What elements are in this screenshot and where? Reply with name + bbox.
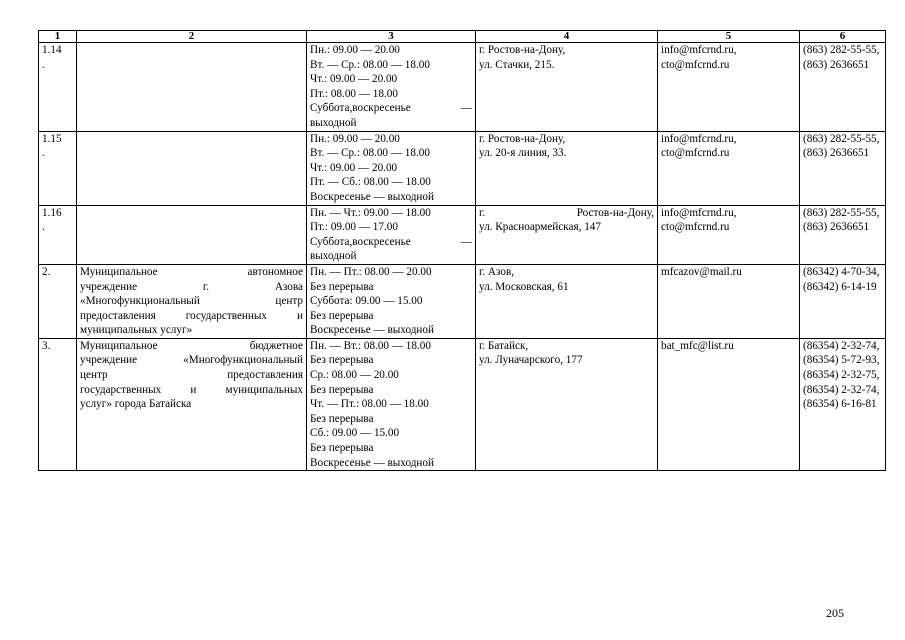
table-row bbox=[39, 338, 886, 470]
cell-phone bbox=[800, 205, 886, 264]
cell-organization-line: «Многофункциональный центр bbox=[80, 295, 303, 308]
header-col-3: 3 bbox=[307, 31, 476, 43]
cell-organization bbox=[77, 131, 307, 205]
cell-address-line: г. Ростов-на-Дону, bbox=[479, 132, 566, 145]
cell-hours bbox=[307, 264, 476, 338]
cell-hours-line: Без перерыва bbox=[310, 442, 374, 455]
cell-address bbox=[476, 205, 658, 264]
cell-organization bbox=[77, 205, 307, 264]
cell-phone bbox=[800, 43, 886, 132]
cell-organization-line: услуг» города Батайска bbox=[80, 398, 192, 411]
header-col-5: 5 bbox=[658, 31, 800, 43]
cell-organization bbox=[77, 338, 307, 470]
cell-number-line: 1.14 bbox=[42, 44, 62, 56]
cell-organization-line: Муниципальное автономное bbox=[80, 265, 303, 278]
cell-phone-line: (86342) 4-70-34, bbox=[803, 265, 880, 278]
cell-address bbox=[476, 338, 658, 470]
cell-hours-line: Пн.: 09.00 — 20.00 bbox=[310, 132, 400, 145]
cell-hours bbox=[307, 43, 476, 132]
cell-hours-line: выходной bbox=[310, 250, 357, 263]
cell-phone-line: (863) 282-55-55, bbox=[803, 44, 880, 56]
cell-number bbox=[39, 264, 77, 338]
cell-hours-line: Пн. — Чт.: 09.00 — 18.00 bbox=[310, 206, 431, 219]
cell-address-line: г. Ростов-на-Дону, bbox=[479, 206, 654, 219]
cell-hours-line: Вт. — Ср.: 08.00 — 18.00 bbox=[310, 147, 430, 160]
cell-hours-line: Пн. — Вт.: 08.00 — 18.00 bbox=[310, 339, 431, 352]
cell-address-line: ул. Луначарского, 177 bbox=[479, 354, 583, 367]
cell-address-line: г. Азов, bbox=[479, 265, 515, 278]
cell-organization-line: муниципальных услуг» bbox=[80, 324, 193, 337]
cell-organization-line: предоставления государственных и bbox=[80, 309, 303, 322]
cell-address-line: г. Батайск, bbox=[479, 339, 529, 352]
cell-hours-line: Суббота,воскресенье — bbox=[310, 102, 472, 115]
cell-organization-line: учреждение «Многофункциональный bbox=[80, 354, 303, 367]
cell-organization bbox=[77, 43, 307, 132]
table-header-row bbox=[39, 31, 886, 43]
cell-organization bbox=[77, 264, 307, 338]
cell-phone bbox=[800, 131, 886, 205]
cell-hours-line: Чт.: 09.00 — 20.00 bbox=[310, 73, 398, 86]
header-col-4: 4 bbox=[476, 31, 658, 43]
cell-email-line: cto@mfcrnd.ru bbox=[661, 221, 730, 234]
cell-hours-line: Воскресенье — выходной bbox=[310, 324, 434, 337]
cell-hours-line: Ср.: 08.00 — 20.00 bbox=[310, 369, 399, 382]
cell-address-line: ул. 20-я линия, 33. bbox=[479, 147, 567, 160]
cell-hours-line: Сб.: 09.00 — 15.00 bbox=[310, 427, 400, 440]
cell-hours-line: Без перерыва bbox=[310, 412, 374, 425]
cell-hours-line: Пт.: 08.00 — 18.00 bbox=[310, 87, 398, 100]
table-row bbox=[39, 205, 886, 264]
cell-hours-line: Без перерыва bbox=[310, 280, 374, 293]
cell-phone-line: (86354) 6-16-81 bbox=[803, 398, 877, 411]
cell-email-line: cto@mfcrnd.ru bbox=[661, 58, 730, 71]
cell-hours-line: Без перерыва bbox=[310, 354, 374, 367]
cell-number bbox=[39, 338, 77, 470]
cell-hours bbox=[307, 338, 476, 470]
cell-number-line: 3. bbox=[42, 339, 51, 352]
cell-number-line: . bbox=[42, 58, 45, 71]
cell-hours-line: Чт.: 09.00 — 20.00 bbox=[310, 161, 398, 174]
cell-hours-line: Вт. — Ср.: 08.00 — 18.00 bbox=[310, 58, 430, 71]
cell-number bbox=[39, 43, 77, 132]
cell-phone bbox=[800, 338, 886, 470]
cell-phone-line: (863) 2636651 bbox=[803, 221, 870, 234]
cell-phone bbox=[800, 264, 886, 338]
cell-address bbox=[476, 264, 658, 338]
table-row bbox=[39, 264, 886, 338]
header-col-2: 2 bbox=[77, 31, 307, 43]
cell-hours-line: Без перерыва bbox=[310, 309, 374, 322]
cell-email-line: cto@mfcrnd.ru bbox=[661, 147, 730, 160]
cell-hours-line: Пт. — Сб.: 08.00 — 18.00 bbox=[310, 176, 431, 189]
cell-number-line: . bbox=[42, 147, 45, 160]
cell-organization-line: учреждение г. Азова bbox=[80, 280, 303, 293]
cell-email bbox=[658, 205, 800, 264]
header-col-1: 1 bbox=[39, 31, 77, 43]
cell-email bbox=[658, 43, 800, 132]
cell-email-line: bat_mfc@list.ru bbox=[661, 339, 734, 352]
page-number: 205 bbox=[826, 606, 844, 620]
cell-address bbox=[476, 43, 658, 132]
cell-hours-line: Без перерыва bbox=[310, 383, 374, 396]
cell-phone-line: (863) 2636651 bbox=[803, 147, 870, 160]
cell-number-line: . bbox=[42, 221, 45, 234]
cell-address-line: г. Ростов-на-Дону, bbox=[479, 44, 566, 56]
cell-number-line: 1.16 bbox=[42, 206, 62, 219]
cell-number-line: 1.15 bbox=[42, 132, 62, 145]
cell-phone-line: (863) 2636651 bbox=[803, 58, 870, 71]
cell-address-line: ул. Московская, 61 bbox=[479, 280, 569, 293]
cell-hours-line: Воскресенье — выходной bbox=[310, 456, 434, 469]
cell-hours-line: Чт. — Пт.: 08.00 — 18.00 bbox=[310, 398, 429, 411]
cell-address-line: ул. Стачки, 215. bbox=[479, 58, 555, 71]
cell-hours-line: Суббота: 09.00 — 15.00 bbox=[310, 295, 423, 308]
table-body bbox=[39, 43, 886, 471]
cell-hours bbox=[307, 205, 476, 264]
cell-email bbox=[658, 131, 800, 205]
service-centers-table bbox=[38, 30, 886, 471]
table-row bbox=[39, 43, 886, 132]
cell-address bbox=[476, 131, 658, 205]
cell-phone-line: (86354) 2-32-75, bbox=[803, 369, 880, 382]
cell-hours-line: Пн. — Пт.: 08.00 — 20.00 bbox=[310, 265, 432, 278]
cell-hours-line: Суббота,воскресенье — bbox=[310, 235, 472, 248]
cell-email-line: info@mfcrnd.ru, bbox=[661, 132, 737, 145]
cell-phone-line: (86354) 2-32-74, bbox=[803, 339, 880, 352]
cell-email bbox=[658, 338, 800, 470]
cell-phone-line: (863) 282-55-55, bbox=[803, 132, 880, 145]
cell-number bbox=[39, 205, 77, 264]
cell-hours bbox=[307, 131, 476, 205]
cell-email-line: mfcazov@mail.ru bbox=[661, 265, 742, 278]
cell-phone-line: (86354) 5-72-93, bbox=[803, 354, 880, 367]
cell-organization-line: государственных и муниципальных bbox=[80, 383, 303, 396]
header-col-6: 6 bbox=[800, 31, 886, 43]
cell-organization-line: центр предоставления bbox=[80, 369, 303, 382]
cell-email-line: info@mfcrnd.ru, bbox=[661, 44, 737, 56]
cell-address-line: ул. Красноармейская, 147 bbox=[479, 221, 601, 234]
cell-hours-line: выходной bbox=[310, 116, 357, 129]
cell-phone-line: (863) 282-55-55, bbox=[803, 206, 880, 219]
cell-number bbox=[39, 131, 77, 205]
cell-organization-line: Муниципальное бюджетное bbox=[80, 339, 303, 352]
cell-hours-line: Пт.: 09.00 — 17.00 bbox=[310, 221, 398, 234]
cell-phone-line: (86354) 2-32-74, bbox=[803, 383, 880, 396]
cell-email bbox=[658, 264, 800, 338]
cell-email-line: info@mfcrnd.ru, bbox=[661, 206, 737, 219]
cell-hours-line: Пн.: 09.00 — 20.00 bbox=[310, 44, 400, 56]
cell-number-line: 2. bbox=[42, 265, 51, 278]
cell-hours-line: Воскресенье — выходной bbox=[310, 190, 434, 203]
table-row bbox=[39, 131, 886, 205]
cell-phone-line: (86342) 6-14-19 bbox=[803, 280, 877, 293]
